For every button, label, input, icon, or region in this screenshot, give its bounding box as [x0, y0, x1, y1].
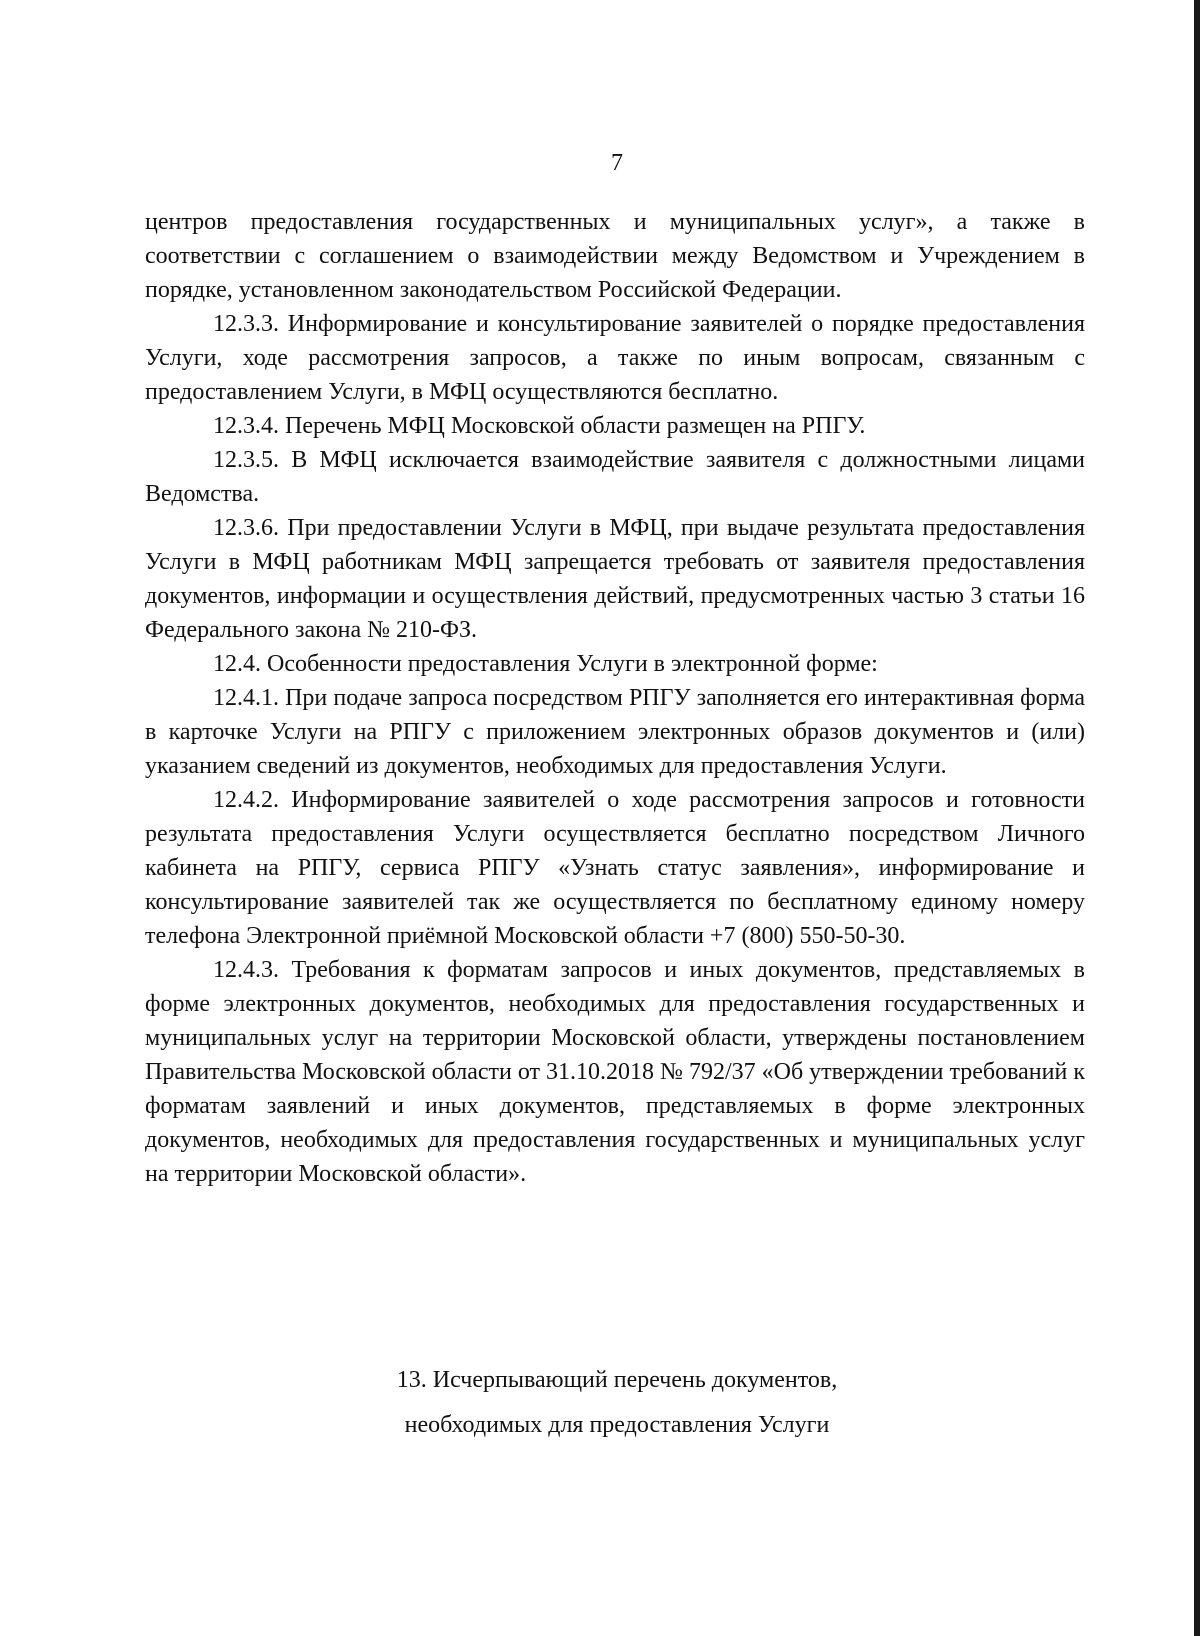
paragraph-12-4-3: 12.4.3. Требования к форматам запросов и иных документов, представляемых в форме электронных документов, необходимых для предоставления государственных и муниципальных услуг на территории Московской области, утверждены постановлением Правительства Московской области от 31.10.2018 № 792/37 «Об утверждении требований к форматам заявлений и иных документов, представляемых в форме электронных документов, необходимых для предоставления государственных и муниципальных услуг на территории Московской области».: [145, 957, 1085, 1187]
paragraph-12-3-3: 12.3.3. Информирование и консультирование заявителей о порядке предоставления Услуги, ходе рассмотрения запросов, а также по иным вопросам, связанным с предоставлением Услуги, в МФЦ осуществляются бесплатно.: [145, 311, 1085, 405]
paragraph: центров предоставления государственных и муниципальных услуг», а также в соответствии с соглашением о взаимодействии между Ведомством и Учреждением в порядке, установленном законодательством Российской Федерации.: [145, 209, 1085, 303]
section-heading-line-1: 13. Исчерпывающий перечень документов,: [396, 1367, 838, 1393]
section-heading-line-2: необходимых для предоставления Услуги: [404, 1412, 830, 1438]
paragraph-12-3-4: 12.3.4. Перечень МФЦ Московской области размещен на РПГУ.: [213, 413, 866, 439]
paragraph-12-3-6: 12.3.6. При предоставлении Услуги в МФЦ, при выдаче результата предоставления Услуги в МФЦ работникам МФЦ запрещается требовать от заявителя предоставления документов, информации и осуществления действий, предусмотренных частью 3 статьи 16 Федерального закона № 210-ФЗ.: [145, 515, 1085, 643]
paragraph-12-4-2: 12.4.2. Информирование заявителей о ходе рассмотрения запросов и готовности результата предоставления Услуги осуществляется бесплатно посредством Личного кабинета на РПГУ, сервиса РПГУ «Узнать статус заявления», информирование и консультирование заявителей так же осуществляется по бесплатному единому номеру телефона Электронной приёмной Московской области +7 (800) 550-50-30.: [145, 787, 1085, 949]
paragraph-12-4: 12.4. Особенности предоставления Услуги в электронной форме:: [213, 651, 878, 677]
page-number: 7: [611, 150, 623, 176]
section-heading: [0, 1358, 1200, 1448]
document-body: [145, 205, 1085, 1191]
paragraph-12-4-1: 12.4.1. При подаче запроса посредством РПГУ заполняется его интерактивная форма в карточке Услуги на РПГУ с приложением электронных образов документов и (или) указанием сведений из документов, необходимых для предоставления Услуги.: [145, 685, 1085, 779]
paragraph-12-3-5: 12.3.5. В МФЦ исключается взаимодействие заявителя с должностными лицами Ведомства.: [145, 447, 1085, 507]
